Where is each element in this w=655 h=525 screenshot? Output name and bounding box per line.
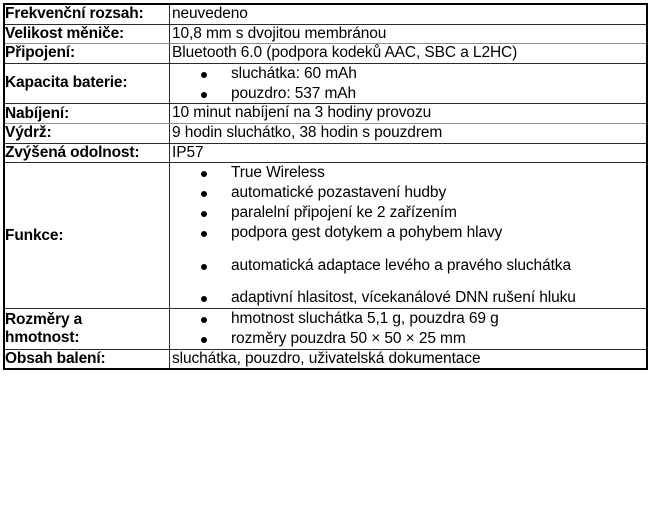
- spec-label-text: Připojení:: [5, 44, 75, 62]
- table-row: [4, 309, 647, 350]
- spec-value-cell: [170, 24, 648, 44]
- spec-value-bullet-list: [170, 309, 646, 349]
- spec-value-cell: [170, 309, 648, 350]
- spec-value-text: neuvedeno: [172, 5, 248, 22]
- specification-table: [3, 3, 648, 370]
- spec-value-cell: [170, 44, 648, 64]
- list-item-text: paralelní připojení ke 2 zařízením: [231, 203, 457, 221]
- spec-label-text-line-2: hmotnost:: [5, 329, 80, 347]
- spec-label-text: Zvýšená odolnost:: [5, 143, 140, 161]
- spec-value-bullet-list: [170, 163, 646, 308]
- list-item-text: automatické pozastavení hudby: [231, 184, 447, 202]
- table-row: [4, 163, 647, 309]
- spec-label-cell: [4, 309, 170, 350]
- list-item-text: sluchátka: 60 mAh: [231, 64, 357, 82]
- spec-label-text-line-1: Rozměry a: [5, 310, 83, 328]
- list-item: [201, 64, 646, 84]
- spec-value-cell: [170, 4, 648, 24]
- spec-label-cell: [4, 4, 170, 24]
- list-item: [201, 256, 646, 276]
- table-row: [4, 44, 647, 64]
- list-item: [201, 203, 646, 223]
- specification-table-body: [4, 4, 647, 369]
- spec-label-text: Funkce:: [5, 226, 64, 244]
- spec-value-cell: [170, 124, 648, 144]
- spec-value-text: 9 hodin sluchátko, 38 hodin s pouzdrem: [172, 124, 443, 142]
- list-item: [201, 309, 646, 329]
- table-row: [4, 349, 647, 369]
- spec-label-cell: [4, 104, 170, 124]
- list-item-text: rozměry pouzdra 50 × 50 × 25 mm: [231, 330, 466, 348]
- spec-value-cell: [170, 349, 648, 369]
- spec-value-bullet-list: [170, 64, 646, 104]
- list-item: [201, 288, 646, 308]
- spec-value-text: 10,8 mm s dvojitou membránou: [172, 24, 387, 42]
- spec-value-text: IP57: [172, 143, 204, 161]
- table-row: [4, 63, 647, 104]
- spec-value-text: 10 minut nabíjení na 3 hodiny provozu: [172, 104, 432, 122]
- spec-label-cell: [4, 63, 170, 104]
- spec-value-text: Bluetooth 6.0 (podpora kodeků AAC, SBC a L2HC): [172, 44, 518, 62]
- spec-label-text: Kapacita baterie:: [5, 74, 128, 92]
- spec-label-text: Nabíjení:: [5, 104, 70, 122]
- list-item: [201, 183, 646, 203]
- spec-label-cell: [4, 163, 170, 309]
- spec-label-cell: [4, 44, 170, 64]
- table-row: [4, 24, 647, 44]
- spec-label-cell: [4, 124, 170, 144]
- spec-label-cell: [4, 24, 170, 44]
- spec-label-cell: [4, 349, 170, 369]
- table-row: [4, 4, 647, 24]
- spec-label-text: Výdrž:: [5, 124, 52, 142]
- spec-value-cell: [170, 163, 648, 309]
- list-item: [201, 163, 646, 183]
- list-item: [201, 84, 646, 104]
- spec-value-cell: [170, 143, 648, 163]
- list-item-text: automatická adaptace levého a pravého sluchátka: [231, 256, 571, 274]
- list-item-text: adaptivní hlasitost, vícekanálové DNN rušení hluku: [231, 289, 576, 307]
- list-item-text: pouzdro: 537 mAh: [231, 84, 357, 102]
- spec-label-text: Obsah balení:: [5, 350, 106, 367]
- list-item: [201, 329, 646, 349]
- spec-label-text: Frekvenční rozsah:: [5, 5, 144, 23]
- list-item-text: True Wireless: [231, 164, 325, 182]
- list-item: [201, 223, 646, 243]
- list-item-text: podpora gest dotykem a pohybem hlavy: [231, 223, 503, 241]
- spec-value-cell: [170, 63, 648, 104]
- table-row: [4, 143, 647, 163]
- spec-value-cell: [170, 104, 648, 124]
- spec-label-text: Velikost měniče:: [5, 24, 125, 42]
- spec-value-text: sluchátka, pouzdro, uživatelská dokumentace: [172, 349, 481, 367]
- spec-label-cell: [4, 143, 170, 163]
- table-row: [4, 124, 647, 144]
- table-row: [4, 104, 647, 124]
- list-item-text: hmotnost sluchátka 5,1 g, pouzdra 69 g: [231, 310, 499, 328]
